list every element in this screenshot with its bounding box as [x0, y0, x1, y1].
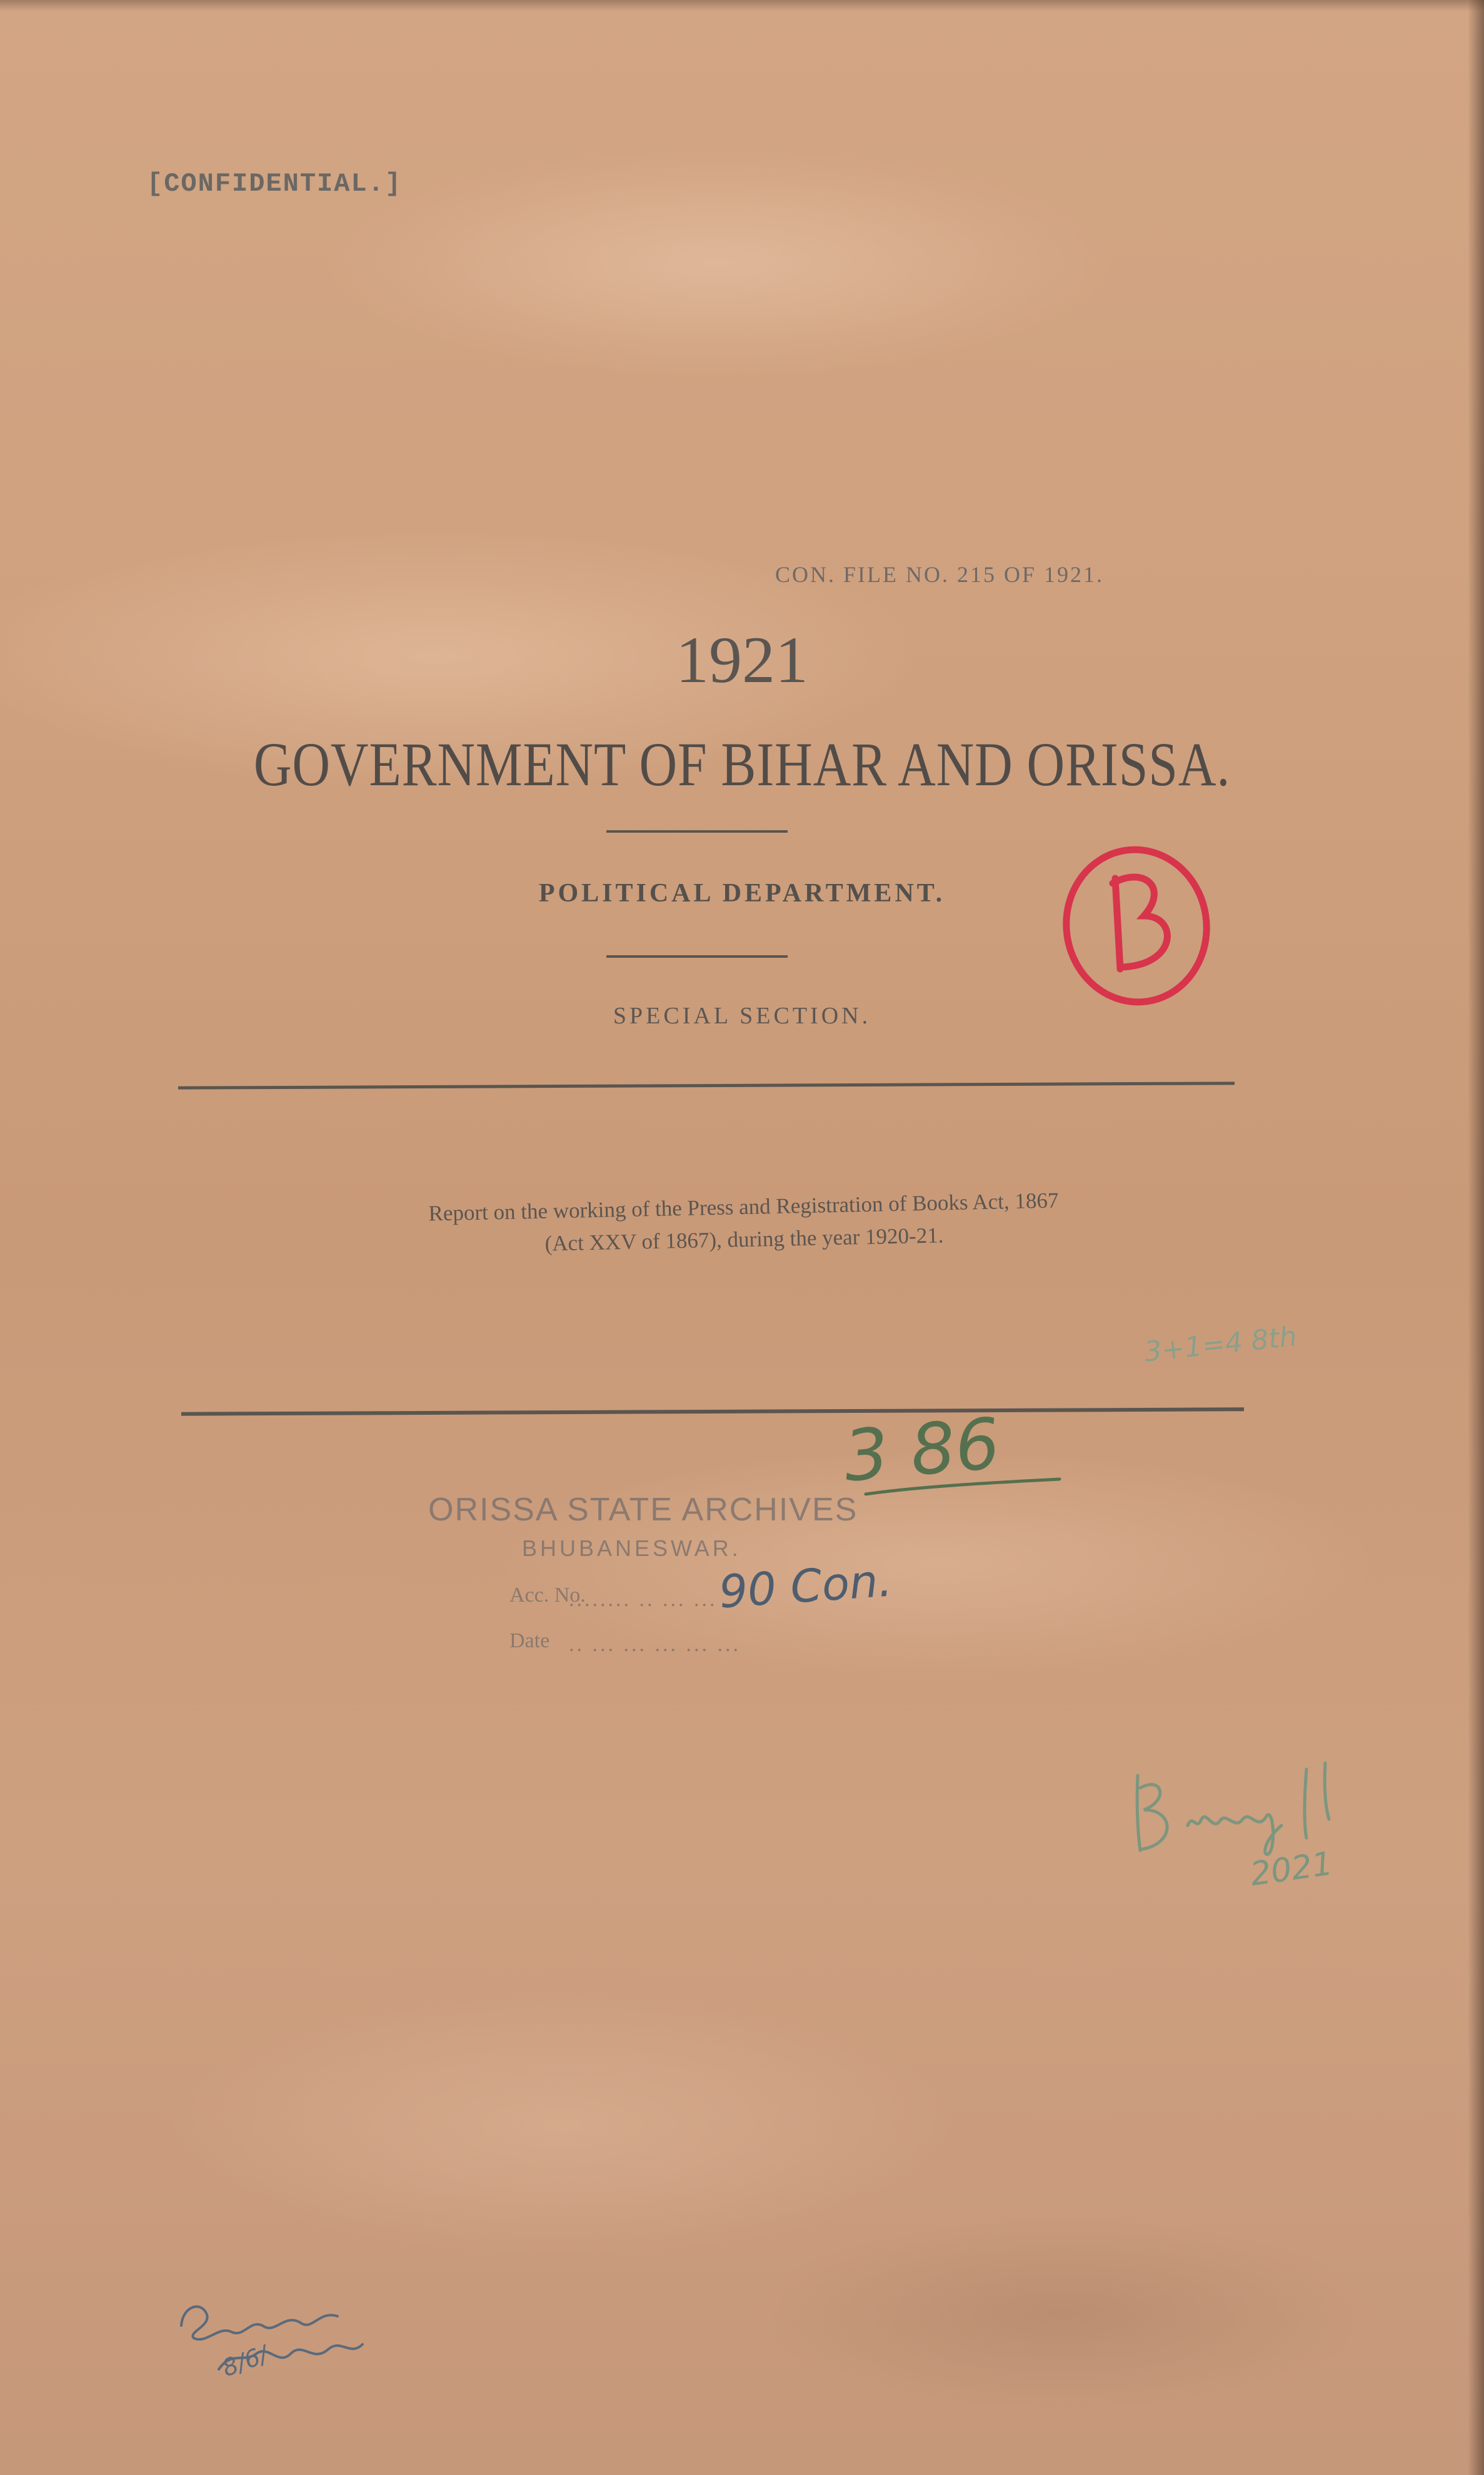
divider-long-bottom [181, 1407, 1244, 1415]
report-description [162, 1179, 1326, 1268]
handwritten-file-number: 3 86 [840, 1403, 1003, 1498]
handwritten-note-bottom-left [175, 2276, 463, 2394]
archive-stamp-city: BHUBANESWAR. [522, 1535, 741, 1561]
handwritten-underline [863, 1475, 1063, 1500]
archive-date-dotted-line: .. ... ... ... ... ... [569, 1633, 741, 1656]
divider-short-top [606, 830, 788, 833]
divider-long-top [178, 1082, 1235, 1089]
archive-date-label: Date [509, 1629, 550, 1652]
archive-acc-dotted-line: ........ .. ... ... [569, 1588, 718, 1611]
report-line-1: Report on the working of the Press and Registration of Books Act, 1867 [428, 1188, 1059, 1226]
archive-acc-label: Acc. No. [509, 1584, 586, 1607]
red-circled-b-mark [1050, 835, 1225, 1016]
department-title: POLITICAL DEPARTMENT. [538, 879, 946, 908]
confidential-label: [CONFIDENTIAL.] [147, 169, 403, 199]
page-top-shadow [0, 0, 1484, 11]
government-title: GOVERNMENT OF BIHAR AND ORISSA. [253, 730, 1231, 799]
con-file-number: CON. FILE NO. 215 OF 1921. [775, 562, 1105, 587]
report-line-2: (Act XXV of 1867), during the year 1920-21. [544, 1223, 944, 1256]
divider-short-bottom [606, 955, 788, 958]
archive-stamp-name: ORISSA STATE ARCHIVES [428, 1492, 858, 1528]
document-year: 1921 [676, 623, 808, 696]
page-edge-shadow [1468, 0, 1484, 2475]
handwritten-date: 8/6/ [218, 2340, 272, 2382]
handwritten-year: 2021 [1248, 1845, 1335, 1894]
section-title: SPECIAL SECTION. [613, 1003, 871, 1029]
handwritten-acc-number: 90 Con. [717, 1554, 894, 1619]
handwritten-calculation: 3+1=4 8th [1143, 1320, 1298, 1368]
